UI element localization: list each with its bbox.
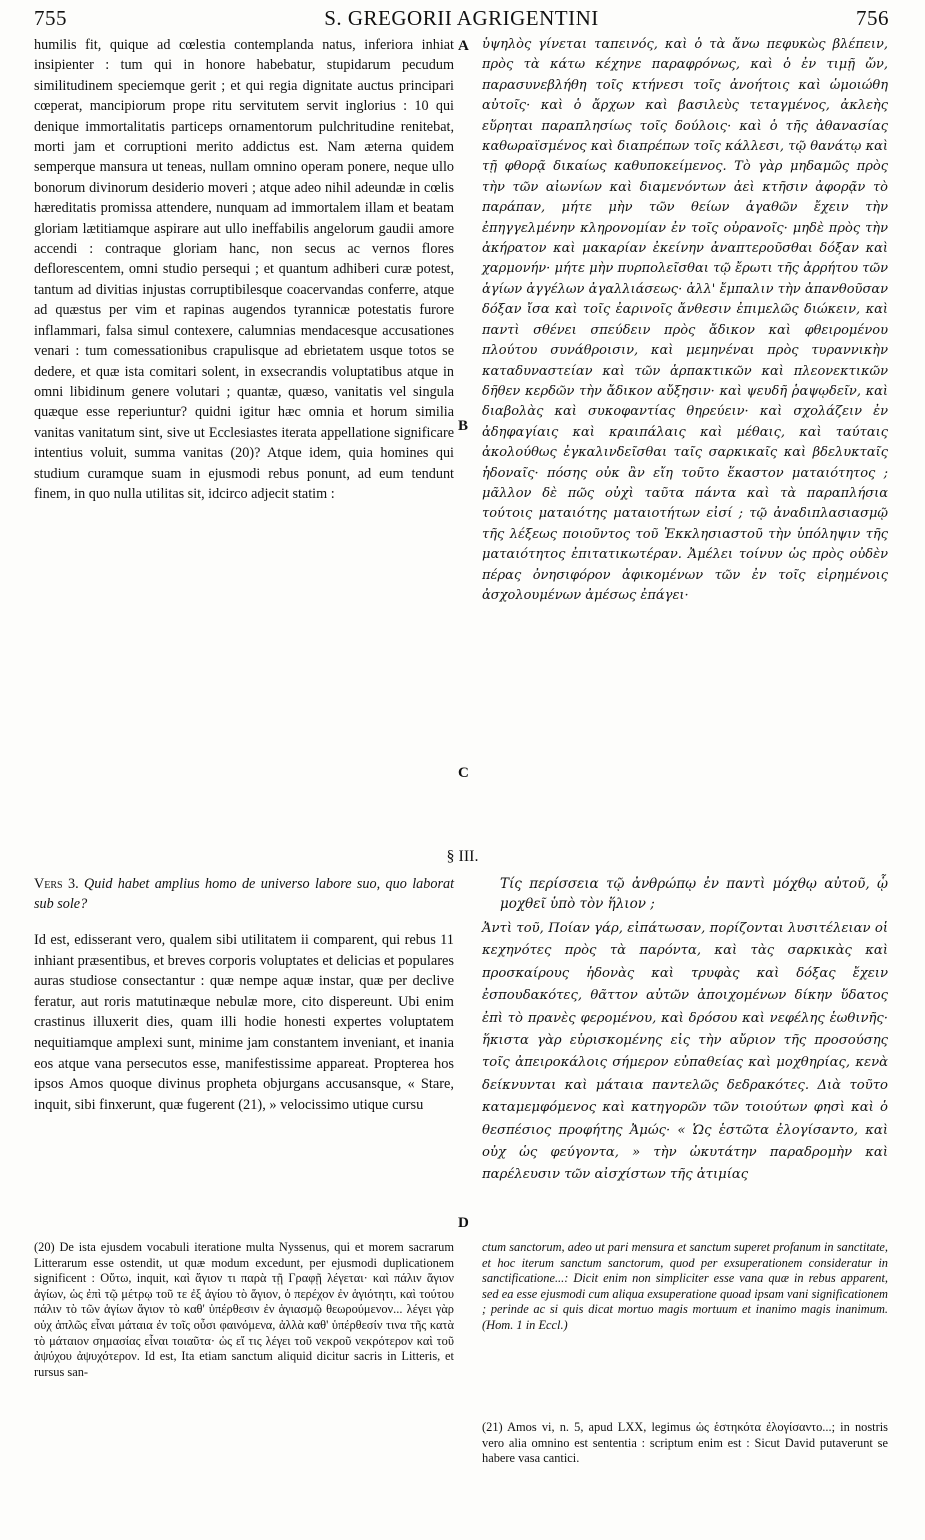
greek-paragraph-top: ὑψηλὸς γίνεται ταπεινός, καὶ ὁ τὰ ἄνω πεφυκὼς βλέπειν, πρὸς τὰ κάτω κέχηνε παραφρόνως, καὶ ὁ ἐν τιμῇ ὤν, παρασυνεβλήθη τοῖς κτήνεσι τοῖς ἀνοήτοις καὶ ὡμοιώθη αὐτοῖς· καὶ ὁ ἄρχων καὶ βασιλεὺς τεταγμένος, ἀκλεὴς εὕρηται παραπλησίως τοῖς δούλοις· καὶ ὁ τῆς ἀθανασίας καθωραϊσμένος καὶ διαπρέπων τοῖς κάλλεσι, τῷ θανάτῳ καὶ τῇ φθορᾷ δικαίως καθυποκείμενος. Τὸ γὰρ μηδαμῶς πρὸς τὴν τῶν αἰωνίων καὶ διαμενόντων ἀεὶ κτῆσιν ἀφορᾷν τὸ παράπαν, μήτε μὴν τῶν θείων ἀγαθῶν ἔχειν τὴν ἐπηγγελμένην κληρονομίαν ἐν τοῖς οὐρανοῖς· μηδὲ πρὸς τὴν ἀκήρατον καὶ μακαρίαν ἐκείνην ἀναπτεροῦσθαι δόξαν καὶ χαρμονήν· μήτε μὴν πυρπολεῖσθαι τῷ ἔρωτι τῆς ἀρρήτου τῶν ἁγίων ἀγγέλων ἀγαλλιάσεως· ἀλλ' ἔμπαλιν τὴν ἀπανθοῦσαν δόξαν ἴσα καὶ τοῖς ἐαρινοῖς ἄνθεσιν ἐπιμελῶς διώκειν, καὶ παντὶ σθένει σπεύδειν πρὸς ἄδικον καὶ φθειρομένου πλούτου συνάθροισιν, καὶ μεμηνέναι πρὸς τυραννικὴν καταδυναστείαν καὶ τῶν ἁρπακτικῶν καὶ πλεονεκτικῶν δῆθεν κερδῶν τὴν ἄδικον αὔξησιν· καὶ ψευδῆ ῥαψῳδεῖν, καὶ διαβολὰς καὶ συκοφαντίας θηρεύειν· καὶ σχολάζειν ἐν ἀδηφαγίαις καὶ κραιπάλαις καὶ μέθαις, καὶ ταύταις ἀκολούθως ἐγκαλινδεῖσθαι ταῖς σαρκικαῖς καὶ βδελυκταῖς ἡδοναῖς· πόσης οὐκ ἂν εἴη τοῦτο ἕκαστον ματαιότητος ; μᾶλλον δὲ πῶς οὐχὶ ταῦτα πάντα καὶ τὰ παραπλήσια τούτοις ματαιότης ματαιοτήτων εἰσί ; τῷ ἀναδιπλασιασμῷ τῆς λέξεως ποιοῦντος τοῦ Ἐκκλησιαστοῦ τὴν ὑπόληψιν τῆς ματαιότητος ἐπιτατικωτέραν. Ἀμέλει τοίνυν ὡς πρὸς οὐδὲν πέρας ὀνησιφόρον ἀφικομένων τῶν ἐν τοῖς εἰρημένοις ἀσχολουμένων ἀμέσως ἐπάγει· — [482, 37, 888, 603]
verse-latin-label: Vers 3. — [34, 876, 79, 892]
running-title: S. GREGORII AGRIGENTINI — [324, 6, 599, 30]
footnote-20-continuation-text: ctum sanctorum, adeo ut pari mensura et sanctum superet profanum in sanctitate, et hoc iterum sanctum sanctorum, quod per exsuperationem consideratur in sanctificatione...: Dicit enim non simpliciter esse vana quæ in rebus apparent, sed ea esse ejusmodi cum aliqua exsuperatione quoad ipsam vani significationem ; perinde ac si quis dicat mortuo magis mortuum et inanimo magis inanimum. (Hom. 1 in Eccl.) — [482, 1240, 888, 1332]
section-heading: § III. — [446, 848, 479, 865]
latin-column-commentary — [34, 930, 454, 1115]
latin-paragraph-top: humilis fit, quique ad cœlestia contemplanda natus, inferiora inhiat insipienter : tum qui in honore habebatur, stupidarum pecudum similitudinem speciemque gerit ; et qui regia dignitate auctus principari cœperat, mancipiorum prope ritu servitutem servit inglorius : 10 qui denique immortalitatis particeps ornamentorum pulchritudine renitebat, morti jam et corruptioni merito addictus est. Nam æterna quidem semperque mansura ut teneas, nullam omnino operam ponere, neque ullo bonorum divinorum desiderio moveri ; atque adeo nihil adeundæ in cœlis hæreditatis promissa attendere, nunquam ad immortalem illam et beatam gloriam lætitiamque aspirare aut ullo ineffabilis angelorum gaudii amore accendi : contraque gloriam hanc, non secus ac vernos flores deflorescentem, omni studio persequi ; et quantum adhiberi curæ potest, tantum ad divitias injustas corruptibilesque coacervandas conferre, atque ad quæstus per vim et rapinas augendos tyrannicæ potestatis furore inflammari, falsa simul contexere, calumnias mendacesque accusationes venari : tum comessationibus crapulisque ad ebrietatem usque totos se dedere, et quæ ista comitari solent, in exsecrandis voluptatibus atque in omni libidinum genere volutari ; quantæ, quæso, vanitatis vel singula quæque esse reperiuntur? quidni igitur hæc omnia et horum similia vanitas vanitatum sint, sive ut Ecclesiastes iterata appellatione significare intentius voluit, summa vanitas (20)? Atque idem, quia homines qui studium curamque suam in ejusmodi rebus ponunt, ad eum tendunt finem, in quo nulla utilitas sit, idcirco adjecit statim : — [34, 37, 454, 502]
margin-letter-a: A — [458, 38, 469, 54]
verse-latin-text: Quid habet amplius homo de universo labore suo, quo laborat sub sole? — [34, 876, 455, 913]
page-number-left: 755 — [34, 6, 67, 30]
margin-letter-b: B — [458, 418, 469, 434]
greek-column-top — [482, 35, 888, 606]
latin-paragraph-commentary: Id est, edisserant vero, qualem sibi utilitatem ii comparent, qui rebus 11 inhiant præsentibus, et breves corporis voluptates et delicias et populares auras studiose consectantur : quæ nempe aquæ instar, quæ per declive feratur, aut roris matutinæque nebulæ more, cito dispereunt. Ubi enim crastinus illuxerit dies, quam illi hodie honesti expertes voluptatem nequitiamque amplexi sunt, minime jam constantem inveniant, et inania eos atque vana persecutos esse, manifestissime appareat. Propterea hos ipsos Amos quoque divinus propheta objurgans accusansque, « Stare, inquit, sibi finxerunt, quæ fugerent (21), » velocissimo utique cursu — [34, 932, 454, 1113]
greek-paragraph-commentary: Ἀντὶ τοῦ, Ποίαν γάρ, εἰπάτωσαν, πορίζονται λυσιτέλειαν οἱ κεχηνότες πρὸς τὰ παρόντα, καὶ τὰς σαρκικὰς καὶ προσκαίρους ἡδονὰς καὶ τρυφὰς καὶ δόξας ἔχειν ἐσπουδακότες, θᾶττον αὐτῶν ἀποιχομένων δίκην ὕδατος ἐπὶ τὸ πρανὲς φερομένου, καὶ δρόσου καὶ νεφέλης ἑωθινῆς· ἥκιστα γὰρ εὑρισκομένης εἰς τὴν αὔριον τῆς προσούσης τοῖς ἀπειροκάλοις σήμερον εὐπαθείας καὶ μοχθηρίας, κενὰ δείκνυνται καὶ μάταια παντελῶς δεδρακότες. Διὰ τοῦτο καταμεμφόμενος καὶ κατηγορῶν τῶν τοιούτων φησὶ καὶ ὁ θεσπέσιος προφήτης Ἀμώς· « Ὡς ἑστῶτα ἐλογίσαντο, καὶ οὐχ ὡς φεύγοντα, » τὴν ὠκυτάτην παραδρομὴν καὶ παρέλευσιν τῶν αἰσχίστων τῆς ἀτιμίας — [482, 921, 888, 1183]
page-number-right: 756 — [856, 6, 889, 30]
verse-latin — [34, 874, 454, 915]
footnote-20 — [34, 1240, 454, 1380]
footnote-20-text: (20) De ista ejusdem vocabuli iteratione multa Nyssenus, qui et morem sacrarum Litterarum esse ostendit, ut quæ modum excedunt, per ejusmodi duplicationem significent : Οὕτω, inquit, καὶ ἅγιον τι παρὰ τῇ Γραφῇ λέγεται· καὶ πάλιν ἅγιον ἁγίων, ὡς ἐπὶ τῷ μέτρῳ τοῦ τε ἐξ ἁγίου τὸ ἅγιον, ὁ περέχον ἐν ἁγιότητι, καὶ τούτου πάλιν τὸ τῶν ἁγίων ἅγιον τὸ καθ' ὑπέρθεσιν ἐν ἁγιασμῷ θεωρούμενον... λέγει γὰρ οὐχ ἁπλῶς εἶναι μάταια ἐν τοῖς οὖσι φαινόμενα, ἀλλὰ καθ' ὑπέρθεσίν τινα τῆς κατὰ τὸ μάταιον σημασίας εἶναι τοιαῦτα· ὡς εἴ τις λέγει τοῦ νεκροῦ νεκρότερον καὶ τοῦ ἀψύχου ἀψυχότερον. Id est, Ita etiam sanctum aliquid dicitur sacris in Litteris, et rursus san- — [34, 1240, 454, 1379]
footnote-21 — [482, 1420, 888, 1467]
footnote-21-text: (21) Amos vi, n. 5, apud LXX, legimus ὡς ἑστηκότα ἐλογίσαντο...; in nostris vero alia omnino est sententia : scriptum enim est : Sicut David putaverunt se habere vasa cantici. — [482, 1420, 888, 1466]
greek-column-commentary — [482, 918, 888, 1187]
page-header — [34, 6, 889, 32]
verse-greek: Τίς περίσσεια τῷ ἀνθρώπῳ ἐν παντὶ μόχθῳ αὐτοῦ, ᾧ μοχθεῖ ὑπὸ τὸν ἥλιον ; — [500, 876, 888, 913]
margin-letter-d: D — [458, 1215, 469, 1231]
margin-letter-c: C — [458, 765, 469, 781]
footnote-20-continuation — [482, 1240, 888, 1334]
latin-column-top — [34, 35, 454, 504]
